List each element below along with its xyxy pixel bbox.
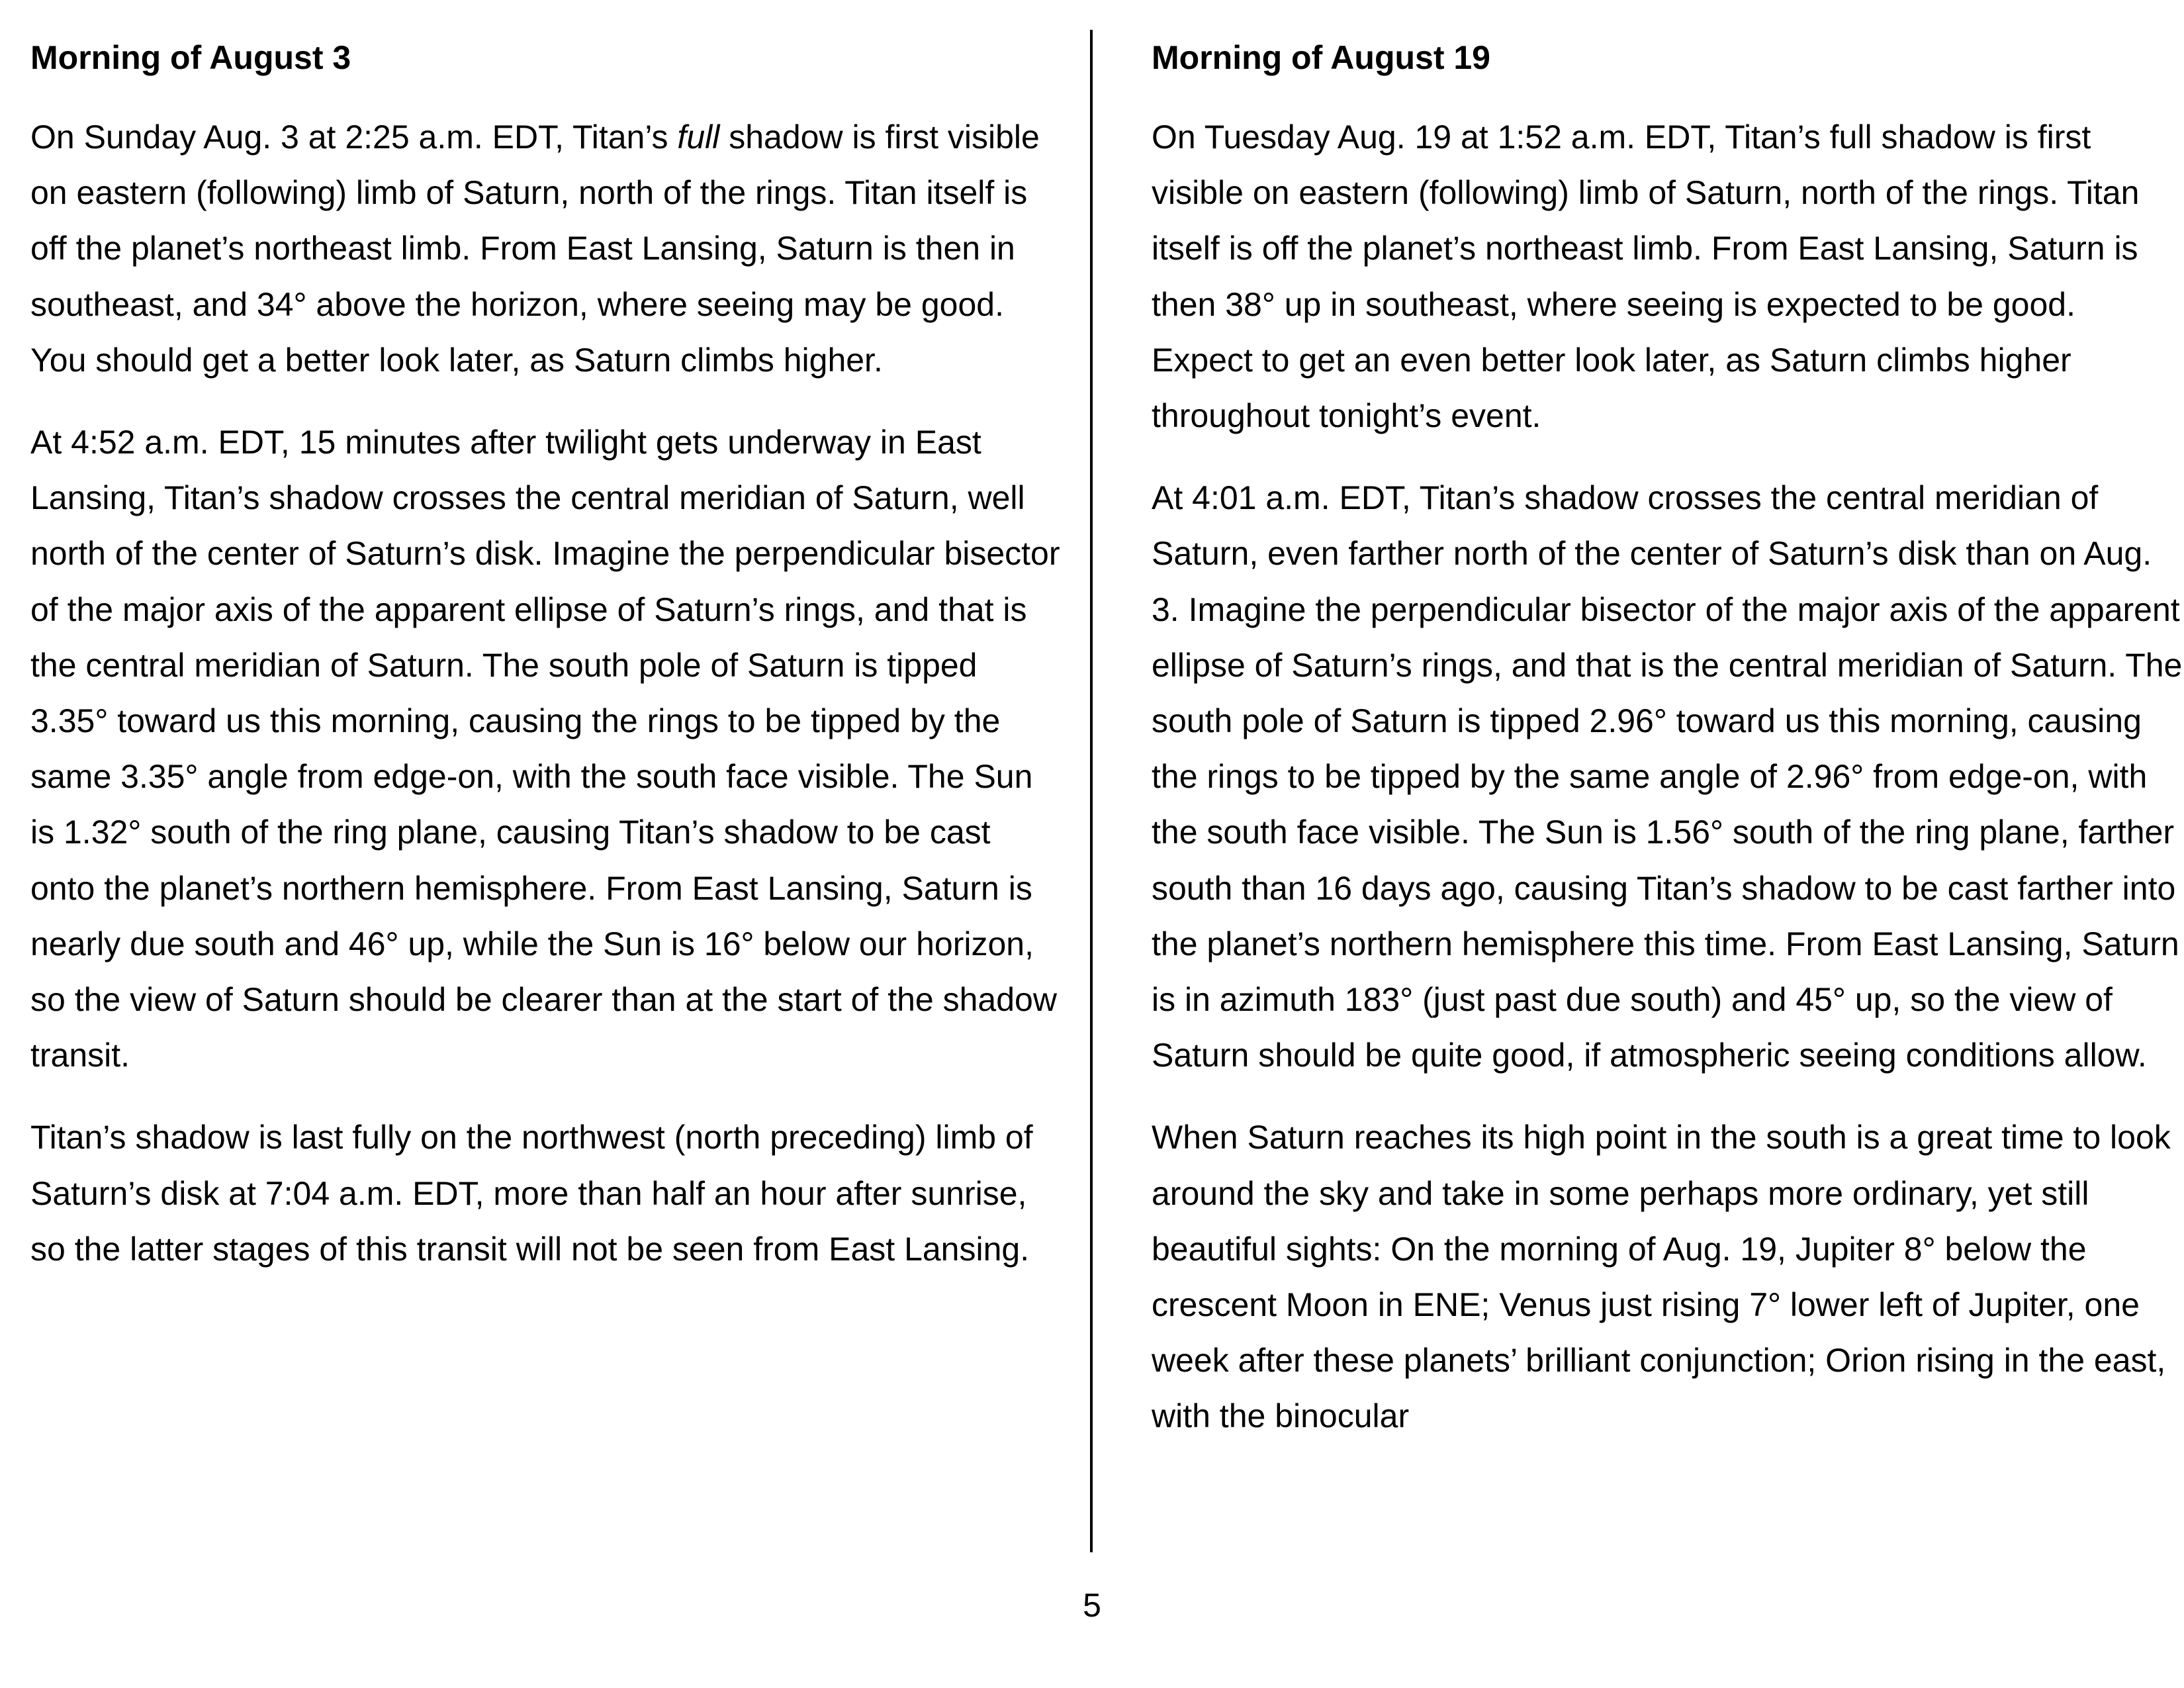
left-paragraph-1	[30, 109, 1063, 388]
left-paragraph-1-emphasis: full	[677, 118, 720, 156]
left-heading: Morning of August 3	[30, 39, 351, 76]
right-heading: Morning of August 19	[1152, 39, 1490, 76]
left-paragraph-3: Titan’s shadow is last fully on the northwest (north preceding) limb of Saturn’s disk at 7:04 a.m. EDT, more than half an hour after sunrise, so the latter stages of this transit will not be seen from East Lansing.	[30, 1119, 1033, 1268]
left-paragraph-2: At 4:52 a.m. EDT, 15 minutes after twilight gets underway in East Lansing, Titan’s shadow crosses the central meridian of Saturn, well north of the center of Saturn’s disk. Imagine the perpendicular bisector of the major axis of the apparent ellipse of Saturn’s rings, and that is the central meridian of Saturn. The south pole of Saturn is tipped 3.35° toward us this morning, causing the rings to be tipped by the same 3.35° angle from edge-on, with the south face visible. The Sun is 1.32° south of the ring plane, causing Titan’s shadow to be cast onto the planet’s northern hemisphere. From East Lansing, Saturn is nearly due south and 46° up, while the Sun is 16° below our horizon, so the view of Saturn should be clearer than at the start of the shadow transit.	[30, 424, 1060, 1074]
right-paragraph-1: On Tuesday Aug. 19 at 1:52 a.m. EDT, Titan’s full shadow is first visible on eastern (following) limb of Saturn, north of the rings. Titan itself is off the planet’s northeast limb. From East Lansing, Saturn is then 38° up in southeast, where seeing is expected to be good. Expect to get an even better look later, as Saturn climbs higher throughout tonight’s event.	[1152, 118, 2140, 435]
left-paragraph-1-text-end: shadow is first visible on eastern (following) limb of Saturn, north of the rings. Titan itself is off the planet’s northeast limb. From East Lansing, Saturn is then in southeast, and 34° above the horizon, where seeing may be good. You should get a better look later, as Saturn climbs higher.	[30, 118, 1040, 379]
page-number: 5	[1083, 1587, 1101, 1624]
right-column	[1152, 30, 2184, 1471]
left-column	[30, 30, 1063, 1303]
left-paragraph-1-text-start: On Sunday Aug. 3 at 2:25 a.m. EDT, Titan’s	[30, 118, 678, 156]
column-divider	[1090, 30, 1093, 1552]
right-paragraph-2: At 4:01 a.m. EDT, Titan’s shadow crosses the central meridian of Saturn, even farther north of the center of Saturn’s disk than on Aug. 3. Imagine the perpendicular bisector of the major axis of the apparent ellipse of Saturn’s rings, and that is the central meridian of Saturn. The south pole of Saturn is tipped 2.96° toward us this morning, causing the rings to be tipped by the same angle of 2.96° from edge-on, with the south face visible. The Sun is 1.56° south of the ring plane, farther south than 16 days ago, causing Titan’s shadow to be cast farther into the planet’s northern hemisphere this time. From East Lansing, Saturn is in azimuth 183° (just past due south) and 45° up, so the view of Saturn should be quite good, if atmospheric seeing conditions allow.	[1152, 479, 2183, 1074]
right-paragraph-3: When Saturn reaches its high point in the south is a great time to look around the sky and take in some perhaps more ordinary, yet still beautiful sights: On the morning of Aug. 19, Jupiter 8° below the crescent Moon in ENE; Venus just rising 7° lower left of Jupiter, one week after these planets’ brilliant conjunction; Orion rising in the east, with the binocular	[1152, 1119, 2171, 1435]
